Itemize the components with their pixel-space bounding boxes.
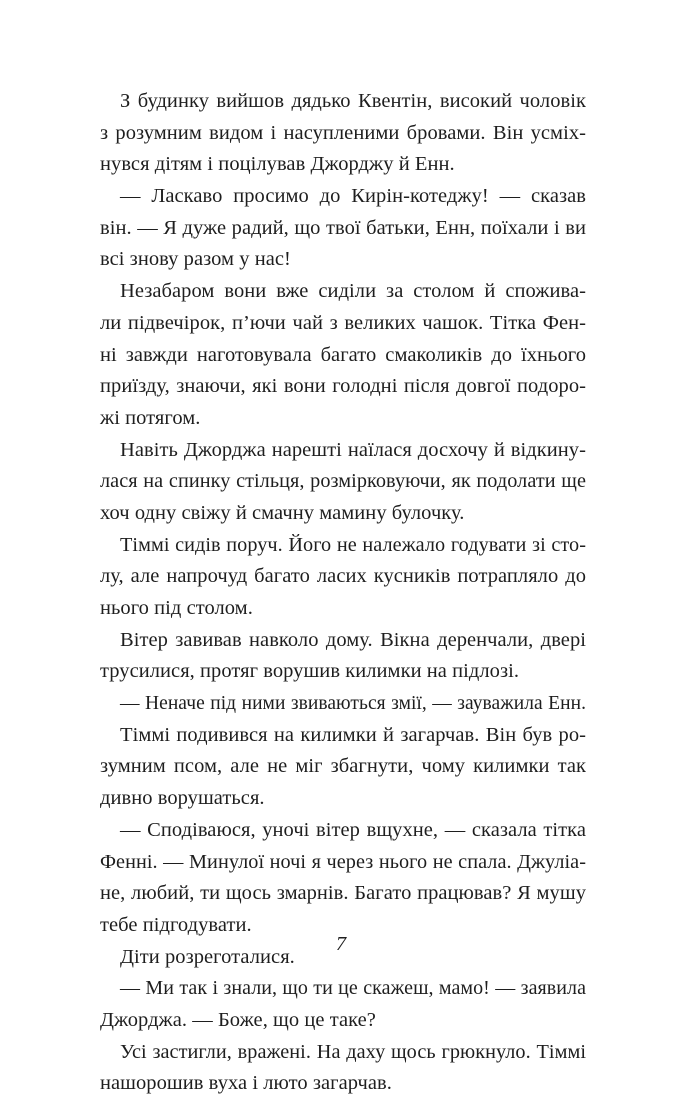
text-line: Тіммі сидів поруч. Його не належало годувати зі сто- xyxy=(120,533,586,556)
text-line: ні завжди наготовувала багато смаколиків до їхнього xyxy=(100,343,586,366)
text-line: Усі застигли, вражені. На даху щось грюкнуло. Тіммі xyxy=(120,1040,586,1063)
text-line: він. — Я дуже радий, що твої батьки, Енн, поїхали і ви xyxy=(100,216,586,239)
text-line: жі потягом. xyxy=(100,406,201,429)
text-line: З будинку вийшов дядько Квентін, високий чоловік xyxy=(120,90,586,112)
text-line: приїзду, знаючи, які вони голодні після довгої подоро- xyxy=(100,375,586,398)
text-line: хоч одну свіжу й смачну мамину булочку. xyxy=(100,501,465,524)
text-line: Навіть Джорджа нарешті наїлася досхочу й відкину- xyxy=(120,438,586,461)
text-line: Діти розреготалися. xyxy=(120,945,295,968)
text-line: нашорошив вуха і люто загарчав. xyxy=(100,1072,392,1095)
text-line: трусилися, протяг ворушив килимки на підлозі. xyxy=(100,660,520,683)
text-line: нього під столом. xyxy=(100,597,253,619)
text-line: не, любий, ти щось змарнів. Багато працював? Я мушу xyxy=(100,882,586,905)
text-line: — Сподіваюся, уночі вітер вщухне, — сказала тітка xyxy=(120,818,586,841)
text-line: тебе підгодувати. xyxy=(100,913,252,936)
text-line: — Ми так і знали, що ти це скажеш, мамо! — заявила xyxy=(120,977,586,1000)
text-line: — Ласкаво просимо до Кирін-котеджу! — сказав xyxy=(120,185,586,208)
text-line: лу, але напрочуд багато ласих кусників потрапляло до xyxy=(100,565,586,588)
text-line: зумним псом, але не міг збагнути, чому килимки так xyxy=(100,755,586,778)
text-line: лася на спинку стільця, розмірковуючи, як подолати ще xyxy=(100,470,586,493)
text-line: Джорджа. — Боже, що це таке? xyxy=(100,1008,376,1031)
text-line: нувся дітям і поцілував Джорджу й Енн. xyxy=(100,153,455,176)
text-line: всі знову разом у нас! xyxy=(100,248,291,271)
text-line: з розумним видом і насупленими бровами. Він усміх- xyxy=(100,121,586,144)
text-line: Тіммі подивився на килимки й загарчав. Він був ро- xyxy=(120,723,586,746)
text-line: Фенні. — Минулої ночі я через нього не спала. Джуліа- xyxy=(100,850,586,873)
text-line: ли підвечірок, п’ючи чай з великих чашок. Тітка Фен- xyxy=(100,311,586,334)
text-line: Вітер завивав навколо дому. Вікна деренчали, двері xyxy=(120,628,586,651)
text-line: Незабаром вони вже сиділи за столом й спожива- xyxy=(120,280,586,303)
text-line: дивно ворушаться. xyxy=(100,787,265,810)
page-number: 7 xyxy=(335,933,347,955)
text-line: — Неначе під ними звиваються змії, — зауважила Енн. xyxy=(120,693,586,715)
